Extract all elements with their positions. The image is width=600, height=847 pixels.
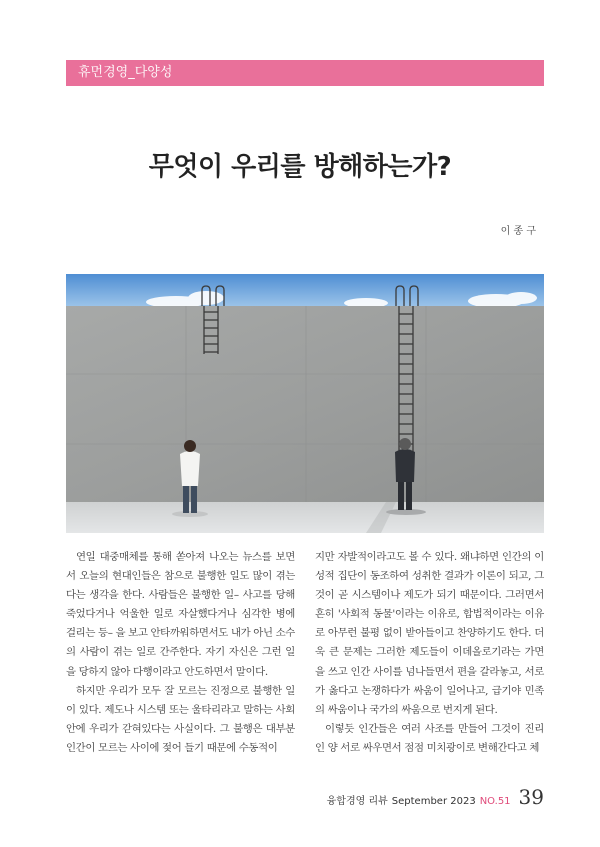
- paragraph: 하지만 우리가 모두 잘 모르는 진정으로 불행한 일이 있다. 제도나 시스템 또는 울타리라고 말하는 사회 안에 우리가 갇혀있다는 사실이다. 그 불행은 대부분 인간이 모르는 사이에 젖어 들기 때문에 수동적이: [66, 684, 295, 754]
- article-title: 무엇이 우리를 방해하는가?: [148, 152, 452, 182]
- concrete-wall: [66, 306, 544, 502]
- floor: [66, 502, 544, 533]
- footer-issue-number: NO.51: [479, 796, 511, 807]
- footer-magazine: 융합경영 리뷰: [326, 796, 388, 807]
- footer-issue-date: September 2023: [391, 796, 476, 807]
- article-photo: [66, 274, 544, 533]
- article-author: 이 종 구: [500, 226, 536, 237]
- paragraph: 이렇듯 인간들은 여러 사조를 만들어 그것이 진리인 양 서로 싸우면서 점점 미치광이로 변해간다고 체: [315, 722, 544, 754]
- page-footer: [327, 785, 544, 809]
- paragraph: 지만 자발적이라고도 볼 수 있다. 왜냐하면 인간의 이성적 집단이 동조하여 성취한 결과가 이론이 되고, 그것이 곧 시스템이나 제도가 되기 때문이다. 그러면서 흔히 '사회적 동물'이라는 이유로, 합법적이라는 이유로 아무런 불평 없이 받아들이고 찬양하기도 한다. 더욱 큰 문제는 그러한 제도들이 이데올로기라는 가면을 쓰고 인간 사이를 넘나들면서 편을 갈라놓고, 서로가 옳다고 논쟁하다가 싸움이 일어나고, 급기야 민족의 싸움이나 국가의 싸움으로 번지게 된다.: [315, 551, 544, 716]
- body-column-left: [66, 548, 295, 758]
- category-bar: [66, 60, 544, 86]
- page-number: 39: [518, 785, 544, 809]
- body-column-right: [315, 548, 544, 758]
- category-label: 휴먼경영_다양성: [78, 65, 173, 80]
- paragraph: 연일 대중매체를 통해 쏟아져 나오는 뉴스를 보면서 오늘의 현대인들은 참으로 불행한 일도 많이 겪는다는 생각을 한다. 사람들은 불행한 일– 사고를 당해 죽었다거나 억울한 일로 자살했다거나 심각한 병에 걸리는 등– 을 보고 안타까워하면서도 내가 아닌 소수의 사람이 겪는 일로 간주한다. 자기 자신은 그런 일을 당하지 않아 다행이라고 안도하면서 말이다.: [66, 551, 295, 678]
